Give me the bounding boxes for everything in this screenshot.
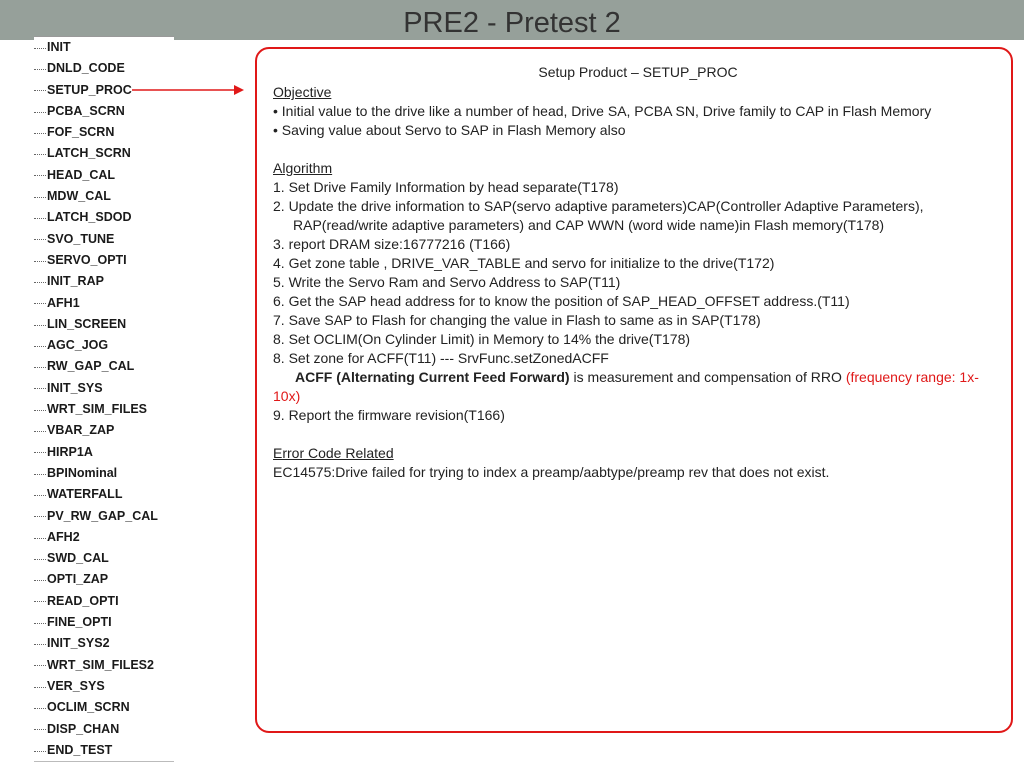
detail-content bbox=[273, 63, 1003, 482]
step-item bbox=[34, 186, 174, 207]
tree-connector bbox=[34, 345, 46, 347]
step-item bbox=[34, 442, 174, 463]
step-label: RW_GAP_CAL bbox=[47, 359, 135, 374]
step-label: SWD_CAL bbox=[47, 551, 109, 566]
algorithm-step: 1. Set Drive Family Information by head separate(T178) bbox=[273, 179, 619, 195]
algorithm-step: 8. Set OCLIM(On Cylinder Limit) in Memory to 14% the drive(T178) bbox=[273, 331, 691, 347]
tree-connector bbox=[34, 750, 46, 752]
step-item bbox=[34, 378, 174, 399]
tree-connector bbox=[34, 281, 46, 283]
detail-box bbox=[255, 47, 1013, 733]
step-label: VBAR_ZAP bbox=[47, 423, 115, 438]
tree-connector bbox=[34, 132, 46, 134]
step-label: INIT_SYS bbox=[47, 380, 103, 395]
detail-heading: Setup Product – SETUP_PROC bbox=[538, 64, 738, 80]
tree-connector bbox=[34, 260, 46, 262]
acff-description bbox=[273, 368, 1003, 406]
tree-connector bbox=[34, 643, 46, 645]
step-item bbox=[34, 165, 174, 186]
step-label: BPINominal bbox=[47, 465, 118, 480]
algorithm-label: Algorithm bbox=[273, 160, 333, 176]
tree-connector bbox=[34, 728, 46, 730]
tree-connector bbox=[34, 537, 46, 539]
step-item bbox=[34, 548, 174, 569]
step-label: AFH1 bbox=[47, 295, 80, 310]
tree-connector bbox=[34, 622, 46, 624]
tree-connector bbox=[34, 600, 46, 602]
step-item bbox=[34, 719, 174, 740]
tree-connector bbox=[34, 302, 46, 304]
step-item bbox=[34, 143, 174, 164]
step-label: READ_OPTI bbox=[47, 593, 119, 608]
step-item bbox=[34, 58, 174, 79]
tree-connector bbox=[34, 558, 46, 560]
tree-connector bbox=[34, 238, 46, 240]
step-item bbox=[34, 229, 174, 250]
algorithm-step: 4. Get zone table , DRIVE_VAR_TABLE and servo for initialize to the drive(T172) bbox=[273, 255, 775, 271]
step-label: WRT_SIM_FILES bbox=[47, 402, 148, 417]
tree-connector bbox=[34, 89, 46, 91]
tree-connector bbox=[34, 387, 46, 389]
step-item bbox=[34, 37, 174, 58]
step-label: LATCH_SDOD bbox=[47, 210, 132, 225]
tree-connector bbox=[34, 707, 46, 709]
step-item bbox=[34, 569, 174, 590]
step-item bbox=[34, 356, 174, 377]
tree-connector bbox=[34, 68, 46, 70]
tree-connector bbox=[34, 153, 46, 155]
acff-term: ACFF (Alternating Current Feed Forward) bbox=[295, 369, 570, 385]
step-label: AGC_JOG bbox=[47, 338, 109, 353]
step-label: VER_SYS bbox=[47, 678, 105, 693]
step-item bbox=[34, 506, 174, 527]
step-label: LIN_SCREEN bbox=[47, 316, 127, 331]
step-item bbox=[34, 655, 174, 676]
divider bbox=[34, 761, 174, 762]
algorithm-step: 5. Write the Servo Ram and Servo Address to SAP(T11) bbox=[273, 274, 621, 290]
tree-connector bbox=[34, 515, 46, 517]
step-item bbox=[34, 740, 174, 761]
algorithm-step: 2. Update the drive information to SAP(servo adaptive parameters)CAP(Controller Adaptive Parameters), RAP(read/write adaptive parameters) and CAP WWN (word wide name)in Flash memory(T178) bbox=[273, 198, 924, 233]
step-label: PV_RW_GAP_CAL bbox=[47, 508, 158, 523]
acff-frequency-range: (frequency range: 1x-10x) bbox=[273, 369, 979, 404]
tree-connector bbox=[34, 366, 46, 368]
step-item bbox=[34, 484, 174, 505]
step-item bbox=[34, 101, 174, 122]
tree-connector bbox=[34, 111, 46, 113]
step-item bbox=[34, 207, 174, 228]
step-item bbox=[34, 271, 174, 292]
step-list bbox=[34, 37, 174, 761]
step-label: AFH2 bbox=[47, 529, 80, 544]
step-label: HEAD_CAL bbox=[47, 167, 116, 182]
algorithm-step: 9. Report the firmware revision(T166) bbox=[273, 407, 505, 423]
tree-connector bbox=[34, 174, 46, 176]
step-label: INIT_RAP bbox=[47, 274, 104, 289]
objective-label: Objective bbox=[273, 84, 332, 100]
tree-connector bbox=[34, 217, 46, 219]
step-label: WATERFALL bbox=[47, 487, 123, 502]
step-item bbox=[34, 293, 174, 314]
objective-item: • Saving value about Servo to SAP in Flash Memory also bbox=[273, 122, 626, 138]
algorithm-step: 8. Set zone for ACFF(T11) --- SrvFunc.setZonedACFF bbox=[273, 350, 609, 366]
step-label: WRT_SIM_FILES2 bbox=[47, 657, 154, 672]
tree-connector bbox=[34, 430, 46, 432]
step-label: PCBA_SCRN bbox=[47, 103, 125, 118]
tree-connector bbox=[34, 664, 46, 666]
tree-connector bbox=[34, 451, 46, 453]
step-item bbox=[34, 591, 174, 612]
pointer-arrow-icon bbox=[132, 84, 244, 96]
step-list-panel bbox=[34, 36, 174, 762]
objective-item: • Initial value to the drive like a number of head, Drive SA, PCBA SN, Drive family to CAP in Flash Memory bbox=[273, 103, 932, 119]
tree-connector bbox=[34, 47, 46, 49]
step-item bbox=[34, 314, 174, 335]
step-item bbox=[34, 612, 174, 633]
tree-connector bbox=[34, 579, 46, 581]
step-item bbox=[34, 463, 174, 484]
slide-title: PRE2 - Pretest 2 bbox=[403, 7, 621, 39]
step-item bbox=[34, 122, 174, 143]
tree-connector bbox=[34, 324, 46, 326]
step-label: DISP_CHAN bbox=[47, 721, 120, 736]
acff-text: is measurement and compensation of RRO bbox=[569, 369, 846, 385]
tree-connector bbox=[34, 409, 46, 411]
error-label: Error Code Related bbox=[273, 445, 394, 461]
tree-connector bbox=[34, 494, 46, 496]
step-item bbox=[34, 676, 174, 697]
step-item bbox=[34, 697, 174, 718]
algorithm-step: 3. report DRAM size:16777216 (T166) bbox=[273, 236, 511, 252]
error-text: EC14575:Drive failed for trying to index a preamp/aabtype/preamp rev that does not exist. bbox=[273, 464, 830, 480]
step-item bbox=[34, 527, 174, 548]
step-label: FOF_SCRN bbox=[47, 125, 115, 140]
algorithm-step: 6. Get the SAP head address for to know the position of SAP_HEAD_OFFSET address.(T11) bbox=[273, 293, 850, 309]
step-label: SERVO_OPTI bbox=[47, 252, 127, 267]
step-label: INIT_SYS2 bbox=[47, 636, 110, 651]
step-label: SETUP_PROC bbox=[47, 82, 132, 97]
step-item bbox=[34, 250, 174, 271]
step-label: DNLD_CODE bbox=[47, 61, 125, 76]
tree-connector bbox=[34, 686, 46, 688]
step-item bbox=[34, 335, 174, 356]
step-label: HIRP1A bbox=[47, 444, 93, 459]
step-label: INIT bbox=[47, 40, 71, 54]
step-item bbox=[34, 633, 174, 654]
step-label: OCLIM_SCRN bbox=[47, 700, 130, 715]
step-label: SVO_TUNE bbox=[47, 231, 115, 246]
step-label: MDW_CAL bbox=[47, 189, 111, 204]
step-item bbox=[34, 420, 174, 441]
tree-connector bbox=[34, 196, 46, 198]
algorithm-step: 7. Save SAP to Flash for changing the value in Flash to same as in SAP(T178) bbox=[273, 312, 761, 328]
step-label: FINE_OPTI bbox=[47, 615, 112, 630]
tree-connector bbox=[34, 473, 46, 475]
step-label: END_TEST bbox=[47, 742, 113, 757]
step-label: OPTI_ZAP bbox=[47, 572, 109, 587]
step-item bbox=[34, 399, 174, 420]
step-label: LATCH_SCRN bbox=[47, 146, 131, 161]
